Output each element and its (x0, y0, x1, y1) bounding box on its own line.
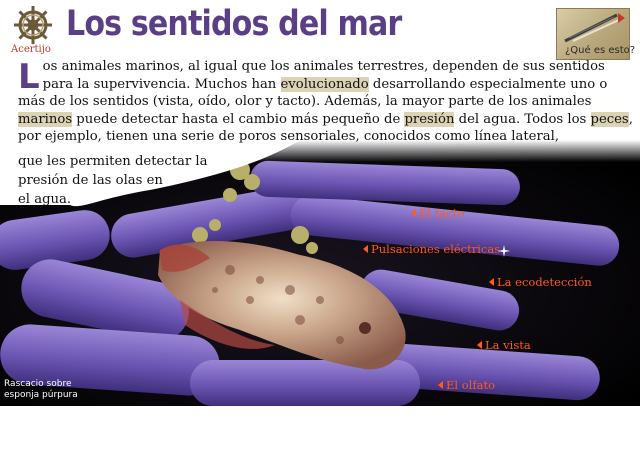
tail-line-2: presión de las olas en (18, 173, 163, 188)
arrow-left-icon (477, 341, 482, 349)
hotspot-ecodeteccion[interactable] (489, 275, 592, 289)
sparkle-icon (498, 242, 508, 252)
hotspot-tacto-label: El tacto (419, 206, 465, 220)
play-arrow-icon (618, 13, 625, 23)
intro-text-1: os animales marinos, al igual que los animales terrestres, dependen de sus sentidos para la supervivencia. Muchos han (42, 59, 605, 92)
hotspot-vista[interactable] (477, 338, 531, 352)
hotspot-ecodeteccion-label: La ecodetección (497, 275, 592, 289)
tail-line-1: que les permiten detectar la (18, 154, 208, 169)
intro-text-5: , por ejemplo, tienen una serie de poros sensoriales, conocidos como línea lateral, (18, 111, 633, 145)
intro-continuation (18, 152, 207, 209)
tail-line-3: el agua. (18, 192, 72, 207)
arrow-left-icon (489, 278, 494, 286)
hotspot-olfato-label: El olfato (446, 378, 495, 392)
intro-text-2: desarrollando especialmente uno o más de los sentidos (vista, oído, olor y tacto). Además, la mayor parte de los animales (18, 76, 608, 110)
link-presion[interactable]: presión (404, 111, 455, 127)
caption-line-2: esponja púrpura (4, 390, 78, 400)
intro-text-3: puede detectar hasta el cambio más pequeño de (72, 111, 405, 127)
hotspot-tacto[interactable] (411, 206, 464, 220)
footer-blank (0, 406, 640, 460)
caption-line-1: Rascacio sobre (4, 379, 72, 389)
hotspot-vista-label: La vista (485, 338, 531, 352)
link-evolucionado[interactable]: evolucionado (280, 76, 369, 92)
hotspot-olfato[interactable] (438, 378, 495, 392)
arrow-left-icon (438, 381, 443, 389)
photo-caption (4, 379, 78, 401)
what-is-this-label: ¿Qué es esto? (565, 45, 636, 56)
what-is-this-button[interactable] (556, 8, 636, 60)
hotspot-pulsaciones[interactable] (363, 242, 500, 256)
hotspot-pulsaciones-label: Pulsaciones eléctricas (371, 242, 501, 256)
page-title: Los sentidos del mar (66, 4, 402, 44)
needle-fish-icon (559, 11, 627, 45)
intro-text-4: del agua. Todos los (454, 111, 591, 127)
drop-cap: L (18, 57, 40, 97)
arrow-left-icon (411, 209, 416, 217)
intro-paragraph (18, 58, 636, 146)
link-marinos[interactable]: marinos (18, 111, 73, 127)
logo-label: Acertijo (11, 44, 51, 55)
link-peces[interactable]: peces (590, 111, 629, 127)
arrow-left-icon (363, 245, 368, 253)
